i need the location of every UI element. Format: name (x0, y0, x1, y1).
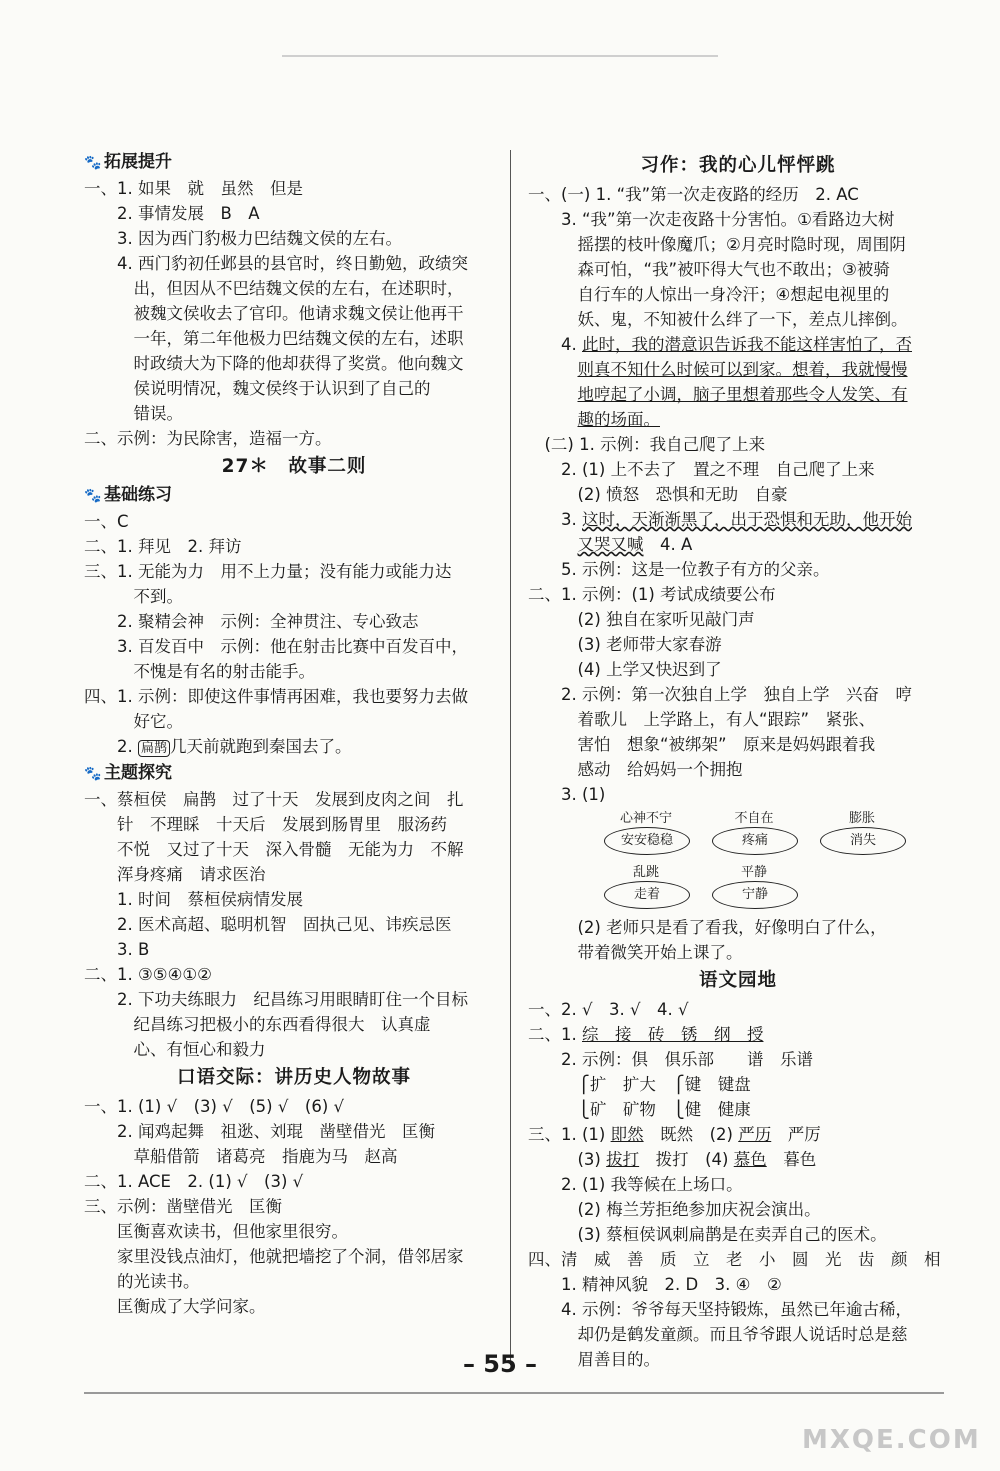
garden-line-1: 一、2. √ 3. √ 4. √ (528, 1000, 689, 1019)
answer-line: 2. 聚精会神 示例：全神贯注、专心致志 (84, 612, 419, 631)
answer-line: 摇摆的枝叶像魔爪；②月亮时隐时现，周围阴 (528, 235, 906, 254)
answer-line: ⎧扩 扩大 ⎧键 键盘 (528, 1075, 751, 1094)
section-heading-extension: 🐾 拓展提升 (84, 150, 504, 176)
answer-line: 四、1. 示例：即使这件事情再困难，我也要努力去做 (84, 687, 468, 706)
oval-pair (814, 811, 910, 855)
answer-line: 2. (1) 上不去了 置之不理 自己爬了上来 (528, 460, 875, 479)
answer-line: 4. 示例：爷爷每天坚持锻炼，虽然已年逾古稀， (528, 1300, 912, 1319)
answer-line: 二、示例：为民除害，造福一方。 (84, 429, 332, 448)
answer-line: 自行车的人惊出一身冷汗；④想起电视里的 (528, 285, 890, 304)
answer-line: 针 不理睬 十天后 发展到肠胃里 服汤药 (84, 815, 447, 834)
answer-line: 5. 示例：这是一位教子有方的父亲。 (528, 560, 830, 579)
answer-line: 一、(一) 1. “我”第一次走夜路的经历 2. AC (528, 185, 859, 204)
left-column (84, 150, 504, 1319)
wavy-answer-line-1: 3. 这时，天渐渐黑了，出于恐惧和无助，他开始 (528, 510, 912, 529)
answer-line: 错误。 (84, 404, 183, 423)
watermark: MXQE.COM (802, 1425, 981, 1455)
theme-answers (84, 787, 504, 1062)
answer-line: 好它。 (84, 712, 183, 731)
answer-line: (2) 老师只是看了看我，好像明白了什么， (528, 918, 887, 937)
answer-line: 一、1. (1) √ (3) √ (5) √ (6) √ (84, 1097, 345, 1116)
garden-title: 语文园地 (698, 970, 777, 991)
answer-line: 一年，第二年他极力巴结魏文侯的左右，述职 (84, 329, 464, 348)
answer-line: 不到。 (84, 587, 183, 606)
answer-line: 二、1. 拜见 2. 拜访 (84, 537, 242, 556)
answer-line: 一、C (84, 512, 129, 531)
ovals-label: 3. (1) (528, 785, 606, 804)
answer-line: 四、清 威 善 质 立 老 小 圆 光 齿 颜 相 (528, 1250, 941, 1269)
answer-line: (2) 梅兰芳拒绝参加庆祝会演出。 (528, 1200, 821, 1219)
answer-line: 带着微笑开始上课了。 (528, 943, 743, 962)
oval-pair (598, 865, 694, 909)
section-heading-theme: 🐾 主题探究 (84, 761, 504, 787)
answer-line: 趣的场面。 (577, 410, 660, 429)
answer-line: 时政绩大为下降的他却获得了奖赏。他向魏文 (84, 354, 464, 373)
answer-line: 出，但因从不巴结魏文侯的左右，在述职时， (84, 279, 464, 298)
basic-answers (84, 509, 504, 734)
paw-icon: 🐾 (84, 155, 102, 171)
answer-line: 被魏文侯收去了官印。他请求魏文侯让他再干 (84, 304, 464, 323)
answer-line: 家里没钱点油灯，他就把墙挖了个洞，借邻居家 (84, 1247, 464, 1266)
paw-icon: 🐾 (84, 766, 102, 782)
paw-icon: 🐾 (84, 488, 102, 504)
answer-line: 3. “我”第一次走夜路十分害怕。①看路边大树 (528, 210, 895, 229)
bottom-rule (84, 1392, 944, 1394)
answer-line: 心、有恒心和毅力 (84, 1040, 266, 1059)
oval-word: 消失 (820, 827, 906, 855)
answer-line: 着歌儿 上学路上，有人“跟踪” 紧张、 (528, 710, 876, 729)
answer-line: 浑身疼痛 请求医治 (84, 865, 266, 884)
answer-line: 一、1. 如果 就 虽然 但是 (84, 179, 303, 198)
underlined-answer (528, 332, 948, 432)
answer-line: 2. 事情发展 B A (84, 204, 260, 223)
answer-line: 3. 百发百中 示例：他在射击比赛中百发百中， (84, 637, 468, 656)
answer-line: 的光读书。 (84, 1272, 200, 1291)
oval-top-word: 不自在 (734, 811, 774, 826)
answer-line: 地哼起了小调，脑子里想着那些令人发笑、有 (577, 385, 908, 404)
answer-line: (二) 1. 示例：我自己爬了上来 (528, 435, 766, 454)
answer-line: (2) 独自在家听见敲门声 (528, 610, 755, 629)
garden-answers-b (528, 1172, 948, 1372)
answer-line: 三、示例：凿壁借光 匡衡 (84, 1197, 282, 1216)
section-heading-basic: 🐾 基础练习 (84, 483, 504, 509)
answer-line: (2) 愤怒 恐惧和无助 自豪 (528, 485, 788, 504)
answer-line: 3. 因为西门豹极力巴结魏文侯的左右。 (84, 229, 402, 248)
oval-word: 走着 (604, 881, 690, 909)
boxed-word: 扁鹊 (138, 740, 170, 757)
answer-line: 2. 下功夫练眼力 纪昌练习用眼睛盯住一个目标 (84, 990, 468, 1009)
garden-answers-a (528, 1047, 948, 1122)
oval-top-word: 膨胀 (848, 811, 875, 826)
composition-answers-b (528, 432, 948, 507)
answer-line: 1. 精神风貌 2. D 3. ④ ② (528, 1275, 782, 1294)
answer-line: (4) 上学又快迟到了 (528, 660, 722, 679)
answer-line: 2. (1) 我等候在上场口。 (528, 1175, 743, 1194)
answer-line: ⎩矿 矿物 ⎩健 健康 (528, 1100, 751, 1119)
answer-line: 感动 给妈妈一个拥抱 (528, 760, 743, 779)
answer-line: 不悦 又过了十天 深入骨髓 无能为力 不解 (84, 840, 464, 859)
answer-line: 2. 闻鸡起舞 祖逖、刘琨 凿壁借光 匡衡 (84, 1122, 435, 1141)
answer-line: 4. 此时，我的潜意识告诉我不能这样害怕了，否 (528, 335, 912, 354)
oval-pair (706, 811, 802, 855)
composition-answers-d (528, 915, 948, 965)
garden-line-corrections-1: 三、1. (1) 即然 既然 (2) 严历 严厉 (528, 1125, 821, 1144)
page-number: – 55 – (462, 1350, 538, 1378)
answer-line: 侯说明情况，魏文侯终于认识到了自己的 (84, 379, 431, 398)
oval-pair (598, 811, 694, 855)
oral-answers (84, 1094, 504, 1319)
answer-line: 眉善目的。 (528, 1350, 660, 1369)
answer-line: 三、1. 无能为力 用不上力量；没有能力或能力达 (84, 562, 452, 581)
garden-line-corrections-2: (3) 拔打 拨打 (4) 慕色 暮色 (528, 1150, 817, 1169)
composition-answers-c (528, 557, 948, 782)
oval-top-word: 乱跳 (632, 865, 659, 880)
oval-top-word: 心神不宁 (619, 811, 672, 826)
column-divider (510, 150, 511, 1365)
answer-line: 匡衡喜欢读书，但他家里很穷。 (84, 1222, 348, 1241)
wavy-answer-line-2: 又哭又喊 4. A (577, 535, 693, 554)
garden-line-2: 二、1. 综 接 砖 锈 纲 授 (528, 1025, 764, 1044)
answer-line: 却仍是鹤发童颜。而且爷爷跟人说话时总是慈 (528, 1325, 908, 1344)
answer-line: 2. 示例：第一次独自上学 独自上学 兴奋 哼 (528, 685, 912, 704)
oval-pair (706, 865, 802, 909)
answer-line: 一、蔡桓侯 扁鹊 过了十天 发展到皮肉之间 扎 (84, 790, 464, 809)
oral-title: 口语交际：讲历史人物故事 (176, 1067, 411, 1088)
composition-answers-a (528, 182, 948, 332)
answer-line: 害怕 想象“被绑架” 原来是妈妈跟着我 (528, 735, 876, 754)
answer-line: 匡衡成了大学问家。 (84, 1297, 266, 1316)
answer-line: 1. 时间 蔡桓侯病情发展 (84, 890, 303, 909)
composition-title: 习作：我的心儿怦怦跳 (640, 155, 836, 176)
answer-line: 草船借箭 诸葛亮 指鹿为马 赵高 (84, 1147, 398, 1166)
boxed-answer-line: 2. 扁鹊 几天前就跑到秦国去了。 (84, 737, 352, 756)
answer-line: 二、1. ACE 2. (1) √ (3) √ (84, 1172, 304, 1191)
oval-word: 安安稳稳 (604, 827, 690, 855)
answer-line: 妖、鬼，不知被什么绊了一下，差点儿摔倒。 (528, 310, 908, 329)
oval-top-word: 平静 (740, 865, 767, 880)
answer-line: 森可怕，“我”被吓得大气也不敢出；③被骑 (528, 260, 890, 279)
oval-word: 宁静 (712, 881, 798, 909)
answer-line: (3) 蔡桓侯讽刺扁鹊是在卖弄自己的医术。 (528, 1225, 887, 1244)
oval-word: 疼痛 (712, 827, 798, 855)
answer-line: 二、1. ③⑤④①② (84, 965, 212, 984)
answer-line: 4. 西门豹初任邺县的县官时，终日勤勉，政绩突 (84, 254, 468, 273)
answer-line: 2. 医术高超、聪明机智 固执己见、讳疾忌医 (84, 915, 452, 934)
word-ovals (598, 807, 948, 915)
answer-line: 3. B (84, 940, 150, 959)
answer-line: 二、1. 示例：(1) 考试成绩要公布 (528, 585, 776, 604)
extension-answers (84, 176, 504, 451)
answer-line: 纪昌练习把极小的东西看得很大 认真虚 (84, 1015, 431, 1034)
right-column (528, 150, 948, 1372)
answer-line: 则真不知什么时候可以到家。想着，我就慢慢 (577, 360, 908, 379)
lesson-title: 27＊ 故事二则 (221, 456, 367, 477)
answer-line: 2. 示例：俱 俱乐部 谱 乐谱 (528, 1050, 813, 1069)
top-rule (282, 55, 718, 57)
answer-line: 不愧是有名的射击能手。 (84, 662, 315, 681)
answer-line: (3) 老师带大家春游 (528, 635, 722, 654)
